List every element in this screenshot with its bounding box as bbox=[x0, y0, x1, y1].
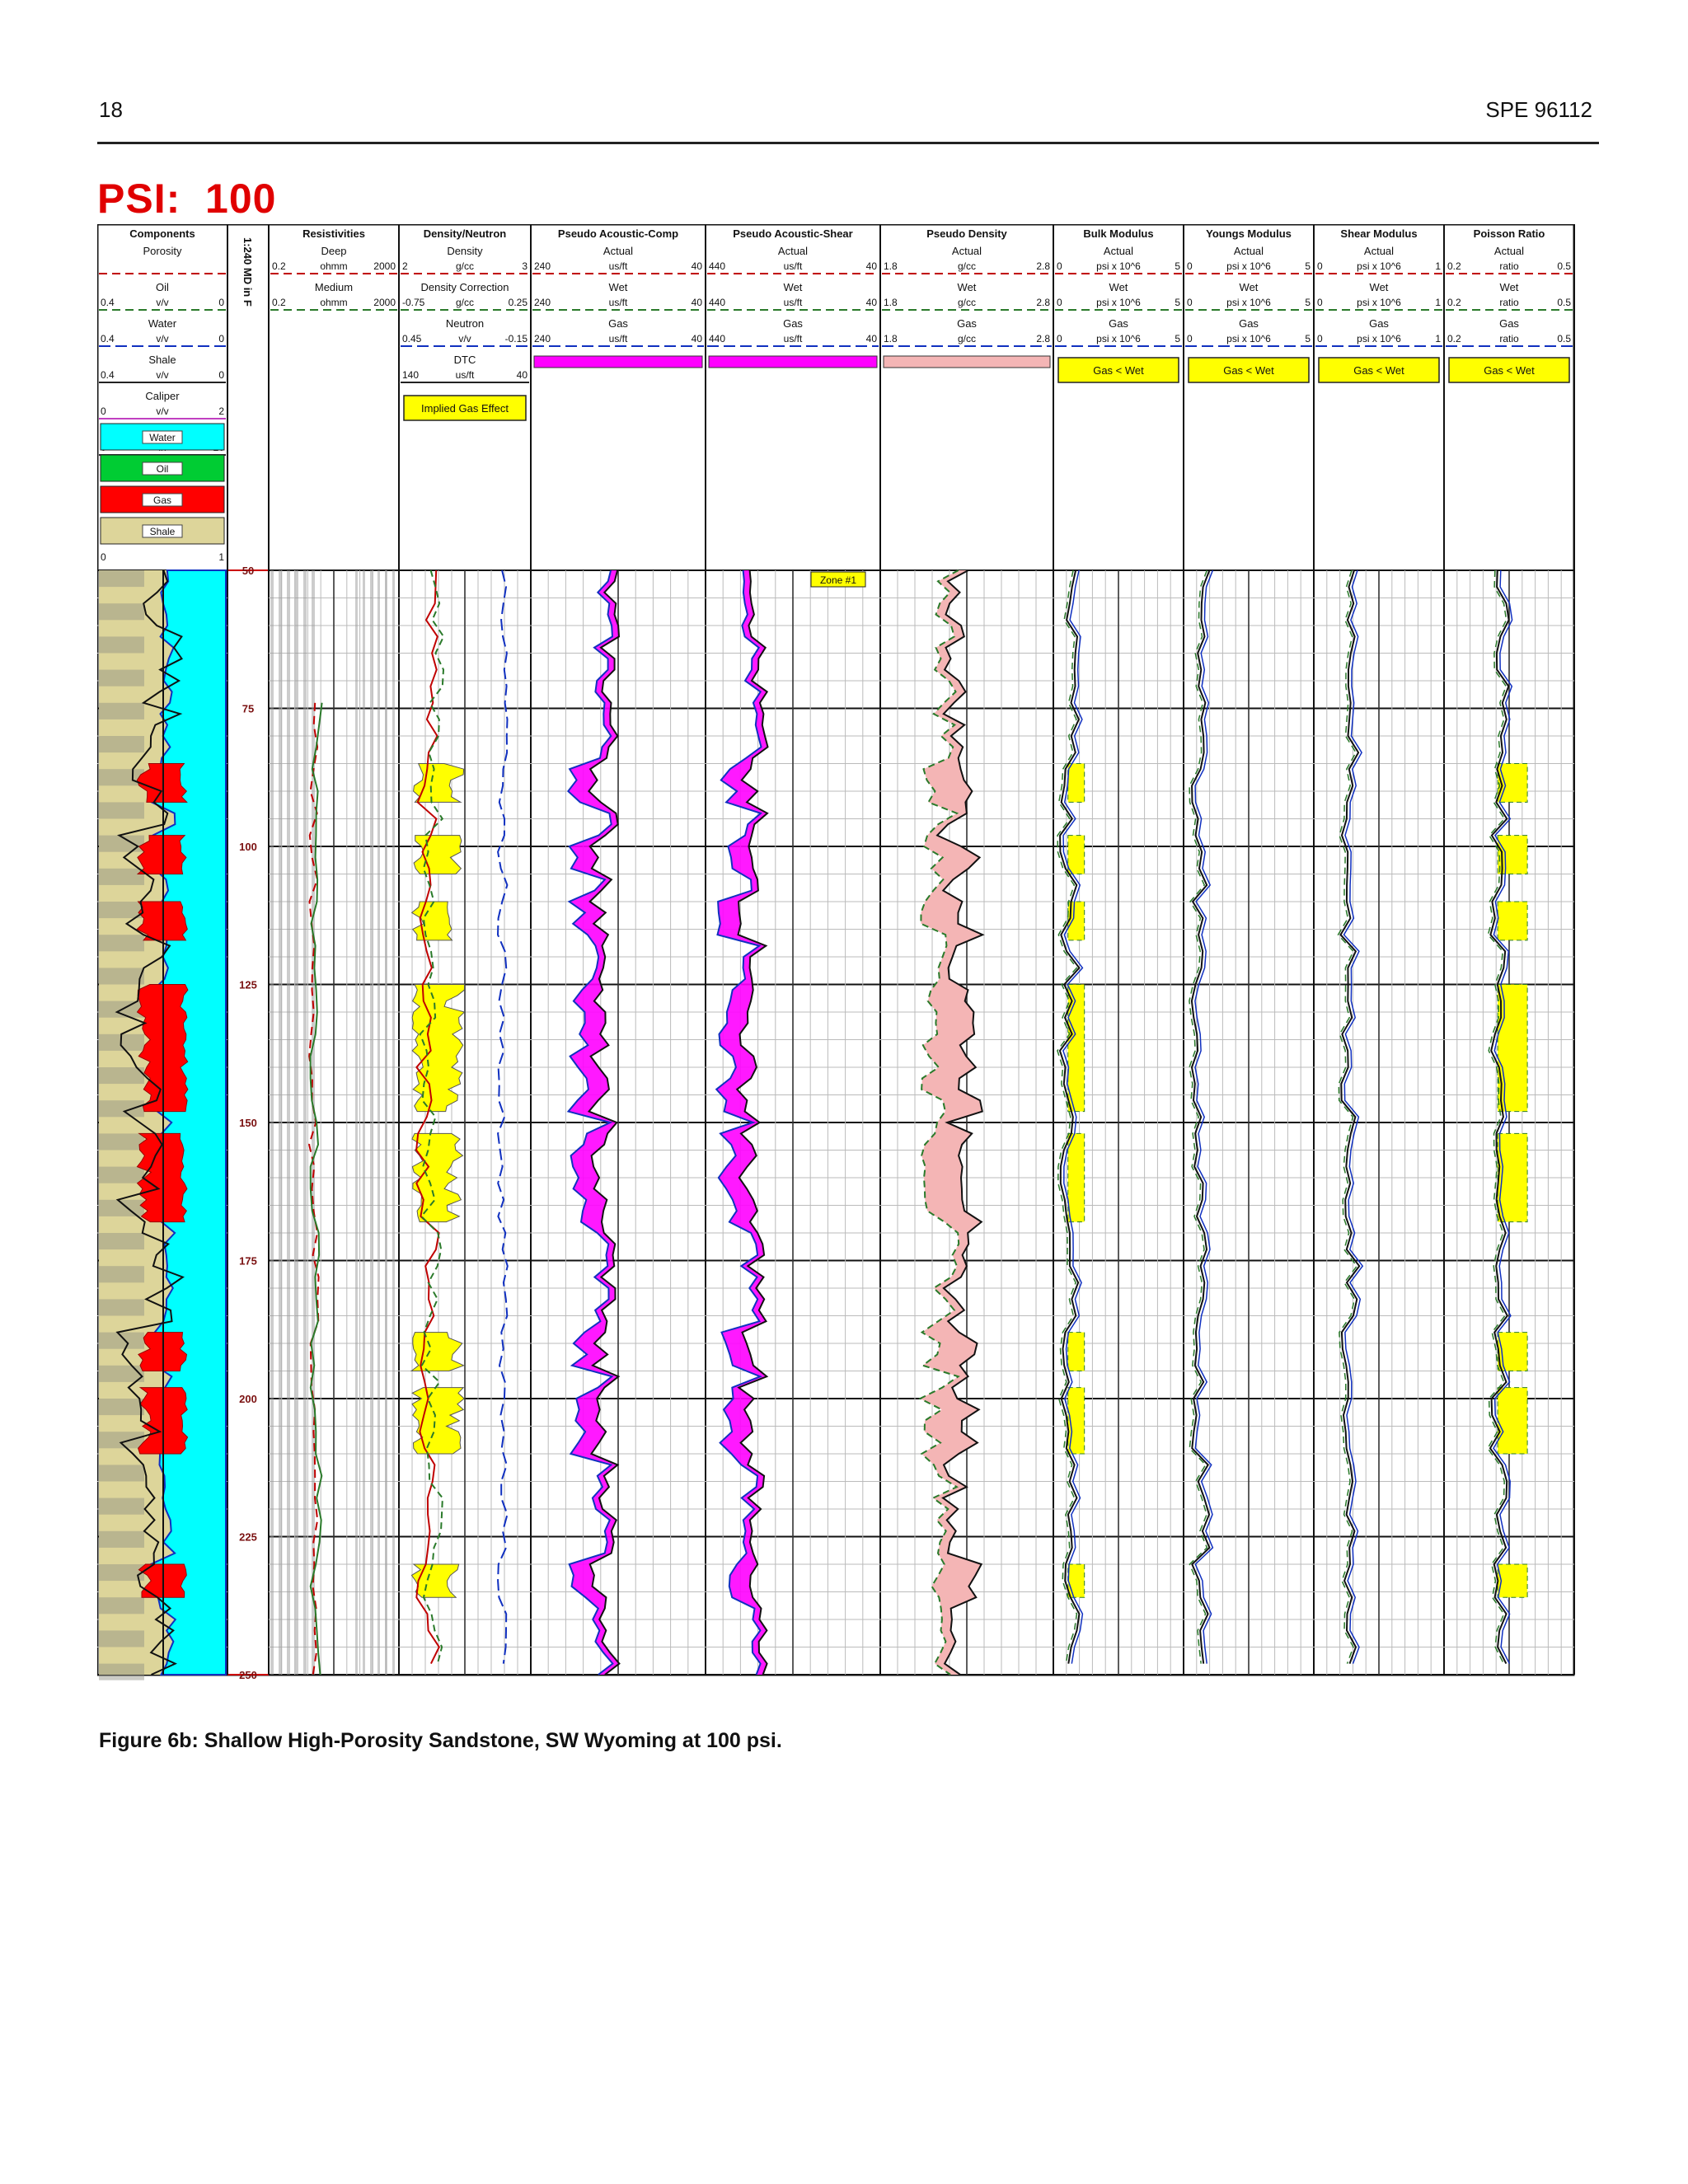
scale-min: 140 bbox=[402, 369, 420, 381]
shale-texture bbox=[99, 736, 144, 752]
gas-less-than-wet-fill bbox=[1498, 1564, 1527, 1597]
curve-scale-row bbox=[707, 281, 879, 310]
scale-min: 440 bbox=[709, 333, 726, 344]
log-grid-band bbox=[303, 570, 307, 1675]
depth-tick: 100 bbox=[239, 841, 257, 853]
curve-name: Gas bbox=[1499, 317, 1519, 330]
scale-max: 2 bbox=[218, 405, 224, 417]
curve-name: Wet bbox=[1239, 281, 1259, 293]
track-header-poisson-ratio bbox=[1446, 227, 1573, 382]
gas-less-than-wet-fill bbox=[1498, 985, 1527, 1112]
shale-texture bbox=[99, 670, 144, 687]
curve-name: Wet bbox=[1109, 281, 1128, 293]
gas-less-than-wet-fill bbox=[1068, 764, 1085, 803]
implied-gas-fill bbox=[414, 836, 462, 874]
scale-max: 40 bbox=[691, 260, 702, 272]
scale-unit: psi x 10^6 bbox=[1357, 297, 1401, 308]
curve-scale-row bbox=[882, 317, 1052, 346]
scale-unit: us/ft bbox=[608, 297, 628, 308]
scale-max: 5 bbox=[1175, 297, 1180, 308]
shale-texture bbox=[99, 1630, 144, 1647]
scale-unit: us/ft bbox=[783, 297, 803, 308]
scale-max: 40 bbox=[865, 260, 877, 272]
fill-legend-bar bbox=[884, 356, 1050, 368]
log-grid-band bbox=[312, 570, 315, 1675]
poisson-ratio-track bbox=[1488, 570, 1527, 1664]
scale-unit: g/cc bbox=[455, 260, 475, 272]
implied-gas-fill bbox=[412, 902, 452, 940]
scale-unit: us/ft bbox=[608, 260, 628, 272]
scale-min: 0 bbox=[1317, 297, 1323, 308]
scale-min: 0 bbox=[1057, 297, 1062, 308]
curve-name: Neutron bbox=[445, 317, 485, 330]
curve-name: Gas bbox=[783, 317, 803, 330]
badge-label: Implied Gas Effect bbox=[421, 402, 509, 415]
scale-unit: v/v bbox=[156, 333, 169, 344]
scale-unit: ratio bbox=[1499, 260, 1519, 272]
scale-min: -0.75 bbox=[402, 297, 425, 308]
log-grid-band bbox=[377, 570, 380, 1675]
shale-texture bbox=[99, 935, 144, 951]
density-neutron-track bbox=[411, 570, 508, 1664]
track-title: Bulk Modulus bbox=[1083, 227, 1154, 240]
track-title: Poisson Ratio bbox=[1473, 227, 1545, 240]
curve-name: Actual bbox=[951, 245, 982, 257]
curve-scale-row bbox=[1055, 245, 1182, 274]
scale-unit: us/ft bbox=[783, 333, 803, 344]
curve-scale-row bbox=[270, 281, 397, 310]
log-grid-band bbox=[363, 570, 365, 1675]
scale-unit: ohmm bbox=[320, 260, 348, 272]
scale-max: 0.5 bbox=[1557, 260, 1571, 272]
shale-texture bbox=[99, 769, 144, 785]
scale-min: 0.4 bbox=[101, 333, 115, 344]
scale-min: 2 bbox=[402, 260, 408, 272]
curve-scale-row bbox=[882, 281, 1052, 310]
scale-min: 440 bbox=[709, 297, 726, 308]
legend-label: Oil bbox=[156, 463, 169, 475]
fill-legend-bar bbox=[709, 356, 877, 368]
curve-name: Wet bbox=[957, 281, 977, 293]
depth-tick: 50 bbox=[241, 565, 255, 577]
legend-oil bbox=[101, 455, 224, 481]
curve-name: Actual bbox=[1233, 245, 1264, 257]
shale-texture bbox=[99, 1465, 144, 1481]
scale-max: 0 bbox=[218, 297, 224, 308]
scale-unit: psi x 10^6 bbox=[1357, 333, 1401, 344]
curve-name: Caliper bbox=[145, 390, 180, 402]
badge-label: Gas < Wet bbox=[1223, 364, 1274, 377]
log-grid-band bbox=[287, 570, 290, 1675]
scale-unit: v/v bbox=[156, 369, 169, 381]
scale-max: 0.25 bbox=[508, 297, 528, 308]
scale-max: 40 bbox=[865, 333, 877, 344]
gas-effect-badge bbox=[404, 396, 526, 420]
depth-tick: 225 bbox=[239, 1530, 257, 1544]
track-title: Pseudo Acoustic-Comp bbox=[557, 227, 679, 240]
curve-scale-row bbox=[1315, 281, 1442, 310]
track-title: Resistivities bbox=[302, 227, 365, 240]
curve-scale-row bbox=[401, 281, 529, 310]
track-header-pseudo-density bbox=[882, 227, 1052, 368]
log-grid-band bbox=[385, 570, 387, 1675]
depth-tick: 200 bbox=[239, 1393, 257, 1405]
curve-name: Gas bbox=[1239, 317, 1259, 330]
scale-max: 1 bbox=[1435, 297, 1441, 308]
scale-unit: g/cc bbox=[957, 297, 977, 308]
scale-unit: g/cc bbox=[957, 333, 977, 344]
scale-min: 0 bbox=[1057, 333, 1062, 344]
scale-min: 0.2 bbox=[1447, 333, 1461, 344]
shear-modulus-track bbox=[1339, 570, 1363, 1664]
shale-texture bbox=[99, 1167, 144, 1183]
curve-scale-row bbox=[1446, 317, 1573, 346]
scale-max: 2000 bbox=[373, 260, 396, 272]
depth-tick: 250 bbox=[239, 1669, 257, 1681]
curve-name: Actual bbox=[1493, 245, 1525, 257]
scale-max: 1 bbox=[218, 551, 224, 563]
track-title: Youngs Modulus bbox=[1206, 227, 1292, 240]
implied-gas-fill bbox=[414, 764, 464, 803]
curve-scale-row bbox=[1315, 245, 1442, 274]
shale-texture bbox=[99, 1233, 144, 1249]
scale-unit: psi x 10^6 bbox=[1226, 297, 1271, 308]
scale-max: 0.5 bbox=[1557, 333, 1571, 344]
shale-texture bbox=[99, 968, 144, 984]
zone-marker-label: Zone #1 bbox=[819, 574, 857, 586]
psi-title bbox=[97, 175, 276, 223]
curve-name: Gas bbox=[608, 317, 628, 330]
scale-unit: v/v bbox=[156, 405, 169, 417]
depth-tick: 75 bbox=[241, 702, 255, 715]
badge-label: Gas < Wet bbox=[1353, 364, 1404, 377]
scale-unit: v/v bbox=[156, 297, 169, 308]
curve-scale-row bbox=[99, 245, 226, 274]
scale-unit: psi x 10^6 bbox=[1096, 333, 1141, 344]
track-title: Components bbox=[129, 227, 195, 240]
scale-max: 2.8 bbox=[1036, 333, 1050, 344]
curve-name: Actual bbox=[603, 245, 634, 257]
scale-min: 0.4 bbox=[101, 297, 115, 308]
implied-gas-fill bbox=[411, 1333, 463, 1371]
depth-scale-label: 1:240 MD in F bbox=[241, 237, 254, 307]
curve-name: Porosity bbox=[143, 245, 182, 257]
gas-effect-badge bbox=[1189, 358, 1309, 382]
shale-texture bbox=[99, 1432, 144, 1448]
curve-name: Gas bbox=[957, 317, 977, 330]
neutron-curve bbox=[420, 570, 444, 1664]
curve-scale-row bbox=[532, 317, 704, 346]
curve-scale-row bbox=[401, 245, 529, 274]
scale-min: 240 bbox=[534, 333, 551, 344]
track-title: Pseudo Acoustic-Shear bbox=[733, 227, 853, 240]
curve-scale-row bbox=[532, 245, 704, 274]
track-header-shear-modulus bbox=[1315, 227, 1442, 382]
curve-scale-row bbox=[1446, 245, 1573, 274]
track-header-resistivities bbox=[270, 227, 397, 310]
scale-min: 0 bbox=[1317, 260, 1323, 272]
scale-min: 0.2 bbox=[1447, 260, 1461, 272]
figure-caption: Figure 6b: Shallow High-Porosity Sandstone, SW Wyoming at 100 psi. bbox=[99, 1729, 782, 1752]
density-curve bbox=[416, 570, 439, 1664]
curve-scale-row bbox=[99, 281, 226, 310]
scale-unit: us/ft bbox=[455, 369, 475, 381]
scale-unit: g/cc bbox=[957, 260, 977, 272]
curve-name: Oil bbox=[156, 281, 169, 293]
scale-unit: psi x 10^6 bbox=[1096, 260, 1141, 272]
legend-label: Water bbox=[149, 432, 176, 443]
implied-gas-fill bbox=[412, 1388, 464, 1454]
scale-max: 5 bbox=[1175, 333, 1180, 344]
scale-min: 440 bbox=[709, 260, 726, 272]
shale-texture bbox=[99, 1333, 144, 1349]
gas-fill bbox=[137, 1133, 187, 1221]
curve-name: Deep bbox=[321, 245, 347, 257]
scale-unit: psi x 10^6 bbox=[1226, 333, 1271, 344]
curve-scale-row bbox=[1185, 245, 1312, 274]
curve-scale-row bbox=[99, 354, 226, 382]
shale-texture bbox=[99, 1266, 144, 1282]
scale-max: 0.5 bbox=[1557, 297, 1571, 308]
curve-scale-row bbox=[1055, 317, 1182, 346]
zone-marker bbox=[811, 572, 865, 587]
curve-scale-row bbox=[401, 317, 529, 346]
actual-curve bbox=[1341, 570, 1360, 1664]
scale-max: 40 bbox=[865, 297, 877, 308]
shale-texture bbox=[99, 703, 144, 719]
depth-tick: 175 bbox=[239, 1254, 257, 1268]
scale-min: 0.2 bbox=[272, 297, 286, 308]
legend-label: Shale bbox=[149, 526, 176, 537]
scale-max: 5 bbox=[1175, 260, 1180, 272]
shale-texture bbox=[99, 1531, 144, 1548]
scale-max: 0 bbox=[218, 369, 224, 381]
curve-name: Wet bbox=[608, 281, 628, 293]
legend-shale bbox=[101, 518, 224, 544]
curve-name: DTC bbox=[453, 354, 476, 366]
scale-max: 40 bbox=[691, 333, 702, 344]
curve-scale-row bbox=[99, 390, 226, 419]
track-header-pseudo-acoustic-shear bbox=[707, 227, 879, 368]
gas-less-than-wet-fill bbox=[1068, 836, 1085, 874]
track-header-pseudo-acoustic-comp bbox=[532, 227, 704, 368]
gas-less-than-wet-fill bbox=[1068, 1133, 1085, 1221]
psi-value: 100 bbox=[205, 176, 277, 222]
curve-name: Wet bbox=[1499, 281, 1519, 293]
gas-effect-badge bbox=[1058, 358, 1179, 382]
badge-label: Gas < Wet bbox=[1484, 364, 1535, 377]
curve-scale-row bbox=[707, 317, 879, 346]
curve-scale-row bbox=[99, 317, 226, 346]
curve-name: Gas bbox=[1369, 317, 1389, 330]
track-header-density-neutron bbox=[401, 227, 529, 420]
depth-tick: 150 bbox=[239, 1117, 257, 1129]
bulk-modulus-track bbox=[1057, 570, 1085, 1664]
shale-texture bbox=[99, 1664, 144, 1680]
page-header bbox=[97, 97, 1599, 144]
shale-texture bbox=[99, 869, 144, 885]
legend-water bbox=[101, 424, 224, 450]
log-grid-band bbox=[355, 570, 358, 1675]
curve-scale-row bbox=[707, 245, 879, 274]
scale-unit: psi x 10^6 bbox=[1357, 260, 1401, 272]
curve-scale-row bbox=[882, 245, 1052, 274]
curve-scale-row bbox=[532, 281, 704, 310]
curve-name: Gas bbox=[1109, 317, 1128, 330]
scale-unit: us/ft bbox=[783, 260, 803, 272]
track-header-components bbox=[99, 227, 226, 563]
log-grid-band bbox=[370, 570, 373, 1675]
shale-texture bbox=[99, 1133, 144, 1150]
scale-min: 1.8 bbox=[884, 333, 898, 344]
scale-unit: psi x 10^6 bbox=[1096, 297, 1141, 308]
log-grid-band bbox=[295, 570, 298, 1675]
page-number: 18 bbox=[99, 97, 123, 122]
curve-name: Density bbox=[447, 245, 483, 257]
curve-name: Actual bbox=[1103, 245, 1134, 257]
scale-max: 5 bbox=[1305, 260, 1311, 272]
gas-less-than-wet-fill bbox=[1498, 1388, 1527, 1454]
legend-gas bbox=[101, 486, 224, 513]
depth-tick: 125 bbox=[239, 978, 257, 991]
track-title: Density/Neutron bbox=[423, 227, 507, 240]
scale-min: 0.4 bbox=[101, 369, 115, 381]
scale-max: 5 bbox=[1305, 333, 1311, 344]
scale-max: -0.15 bbox=[504, 333, 528, 344]
shale-texture bbox=[99, 1597, 144, 1614]
scale-min: 0 bbox=[1187, 297, 1193, 308]
scale-min: 240 bbox=[534, 260, 551, 272]
curve-scale-row bbox=[1446, 281, 1573, 310]
shale-texture bbox=[99, 1399, 144, 1415]
well-log-figure bbox=[97, 224, 1591, 1687]
badge-label: Gas < Wet bbox=[1093, 364, 1144, 377]
scale-max: 1 bbox=[1435, 333, 1441, 344]
scale-min: 0.2 bbox=[1447, 297, 1461, 308]
scale-min: 0 bbox=[1057, 260, 1062, 272]
components-track bbox=[99, 570, 226, 1680]
curve-scale-row bbox=[1055, 281, 1182, 310]
shale-texture bbox=[99, 603, 144, 620]
scale-min: 1.8 bbox=[884, 297, 898, 308]
curve-name: Water bbox=[148, 317, 177, 330]
curve-scale-row bbox=[1185, 281, 1312, 310]
gas-less-than-wet-fill bbox=[1068, 1564, 1085, 1597]
curve-name: Density Correction bbox=[420, 281, 509, 293]
track-title: Shear Modulus bbox=[1340, 227, 1418, 240]
psi-label: PSI: bbox=[97, 176, 181, 222]
scale-unit: ratio bbox=[1499, 333, 1519, 344]
scale-unit: g/cc bbox=[455, 297, 475, 308]
scale-min: 0 bbox=[1317, 333, 1323, 344]
scale-min: 0 bbox=[1187, 260, 1193, 272]
gas-effect-badge bbox=[1449, 358, 1569, 382]
scale-max: 5 bbox=[1305, 297, 1311, 308]
shale-texture bbox=[99, 802, 144, 818]
paper-id: SPE 96112 bbox=[1485, 97, 1592, 122]
implied-gas-fill bbox=[412, 985, 464, 1112]
curve-name: Wet bbox=[783, 281, 803, 293]
scale-min: 0.2 bbox=[272, 260, 286, 272]
scale-min: 0.45 bbox=[402, 333, 422, 344]
density-correction-curve bbox=[498, 570, 508, 1664]
curve-scale-row bbox=[401, 354, 529, 382]
fill-legend-bar bbox=[534, 356, 702, 368]
scale-unit: v/v bbox=[458, 333, 471, 344]
scale-min: 0 bbox=[101, 551, 106, 563]
scale-max: 1 bbox=[1435, 260, 1441, 272]
log-grid-band bbox=[392, 570, 395, 1675]
gas-curve bbox=[1057, 570, 1077, 1664]
track-header-youngs-modulus bbox=[1185, 227, 1312, 382]
curve-name: Wet bbox=[1369, 281, 1389, 293]
log-grid-band bbox=[270, 570, 274, 1675]
scale-max: 2.8 bbox=[1036, 260, 1050, 272]
curve-name: Shale bbox=[148, 354, 176, 366]
scale-unit: us/ft bbox=[608, 333, 628, 344]
gas-less-than-wet-fill bbox=[1498, 902, 1527, 940]
shale-texture bbox=[99, 1299, 144, 1315]
scale-max: 2000 bbox=[373, 297, 396, 308]
scale-max: 40 bbox=[516, 369, 528, 381]
shale-texture bbox=[99, 1100, 144, 1117]
scale-max: 40 bbox=[691, 297, 702, 308]
track-title: Pseudo Density bbox=[926, 227, 1007, 240]
legend-label: Gas bbox=[152, 494, 172, 506]
scale-min: 240 bbox=[534, 297, 551, 308]
curve-scale-row bbox=[1185, 317, 1312, 346]
shale-texture bbox=[99, 1498, 144, 1515]
scale-max: 2.8 bbox=[1036, 297, 1050, 308]
curve-name: Actual bbox=[1363, 245, 1395, 257]
track-header-bulk-modulus bbox=[1055, 227, 1182, 382]
shale-texture bbox=[99, 836, 144, 852]
scale-max: 0 bbox=[218, 333, 224, 344]
log-grid-band bbox=[279, 570, 282, 1675]
scale-min: 1.8 bbox=[884, 260, 898, 272]
scale-min: 0 bbox=[101, 405, 106, 417]
curve-scale-row bbox=[270, 245, 397, 274]
curve-scale-row bbox=[1315, 317, 1442, 346]
gas-less-than-wet-fill bbox=[1068, 1333, 1085, 1371]
scale-max: 3 bbox=[522, 260, 528, 272]
curve-name: Actual bbox=[777, 245, 809, 257]
shale-texture bbox=[99, 636, 144, 653]
shale-texture bbox=[99, 1067, 144, 1084]
gas-effect-badge bbox=[1319, 358, 1439, 382]
scale-min: 0 bbox=[1187, 333, 1193, 344]
shale-texture bbox=[99, 1564, 144, 1581]
scale-unit: psi x 10^6 bbox=[1226, 260, 1271, 272]
scale-unit: ratio bbox=[1499, 297, 1519, 308]
scale-unit: ohmm bbox=[320, 297, 348, 308]
curve-name: Medium bbox=[314, 281, 354, 293]
shale-texture bbox=[99, 570, 144, 587]
